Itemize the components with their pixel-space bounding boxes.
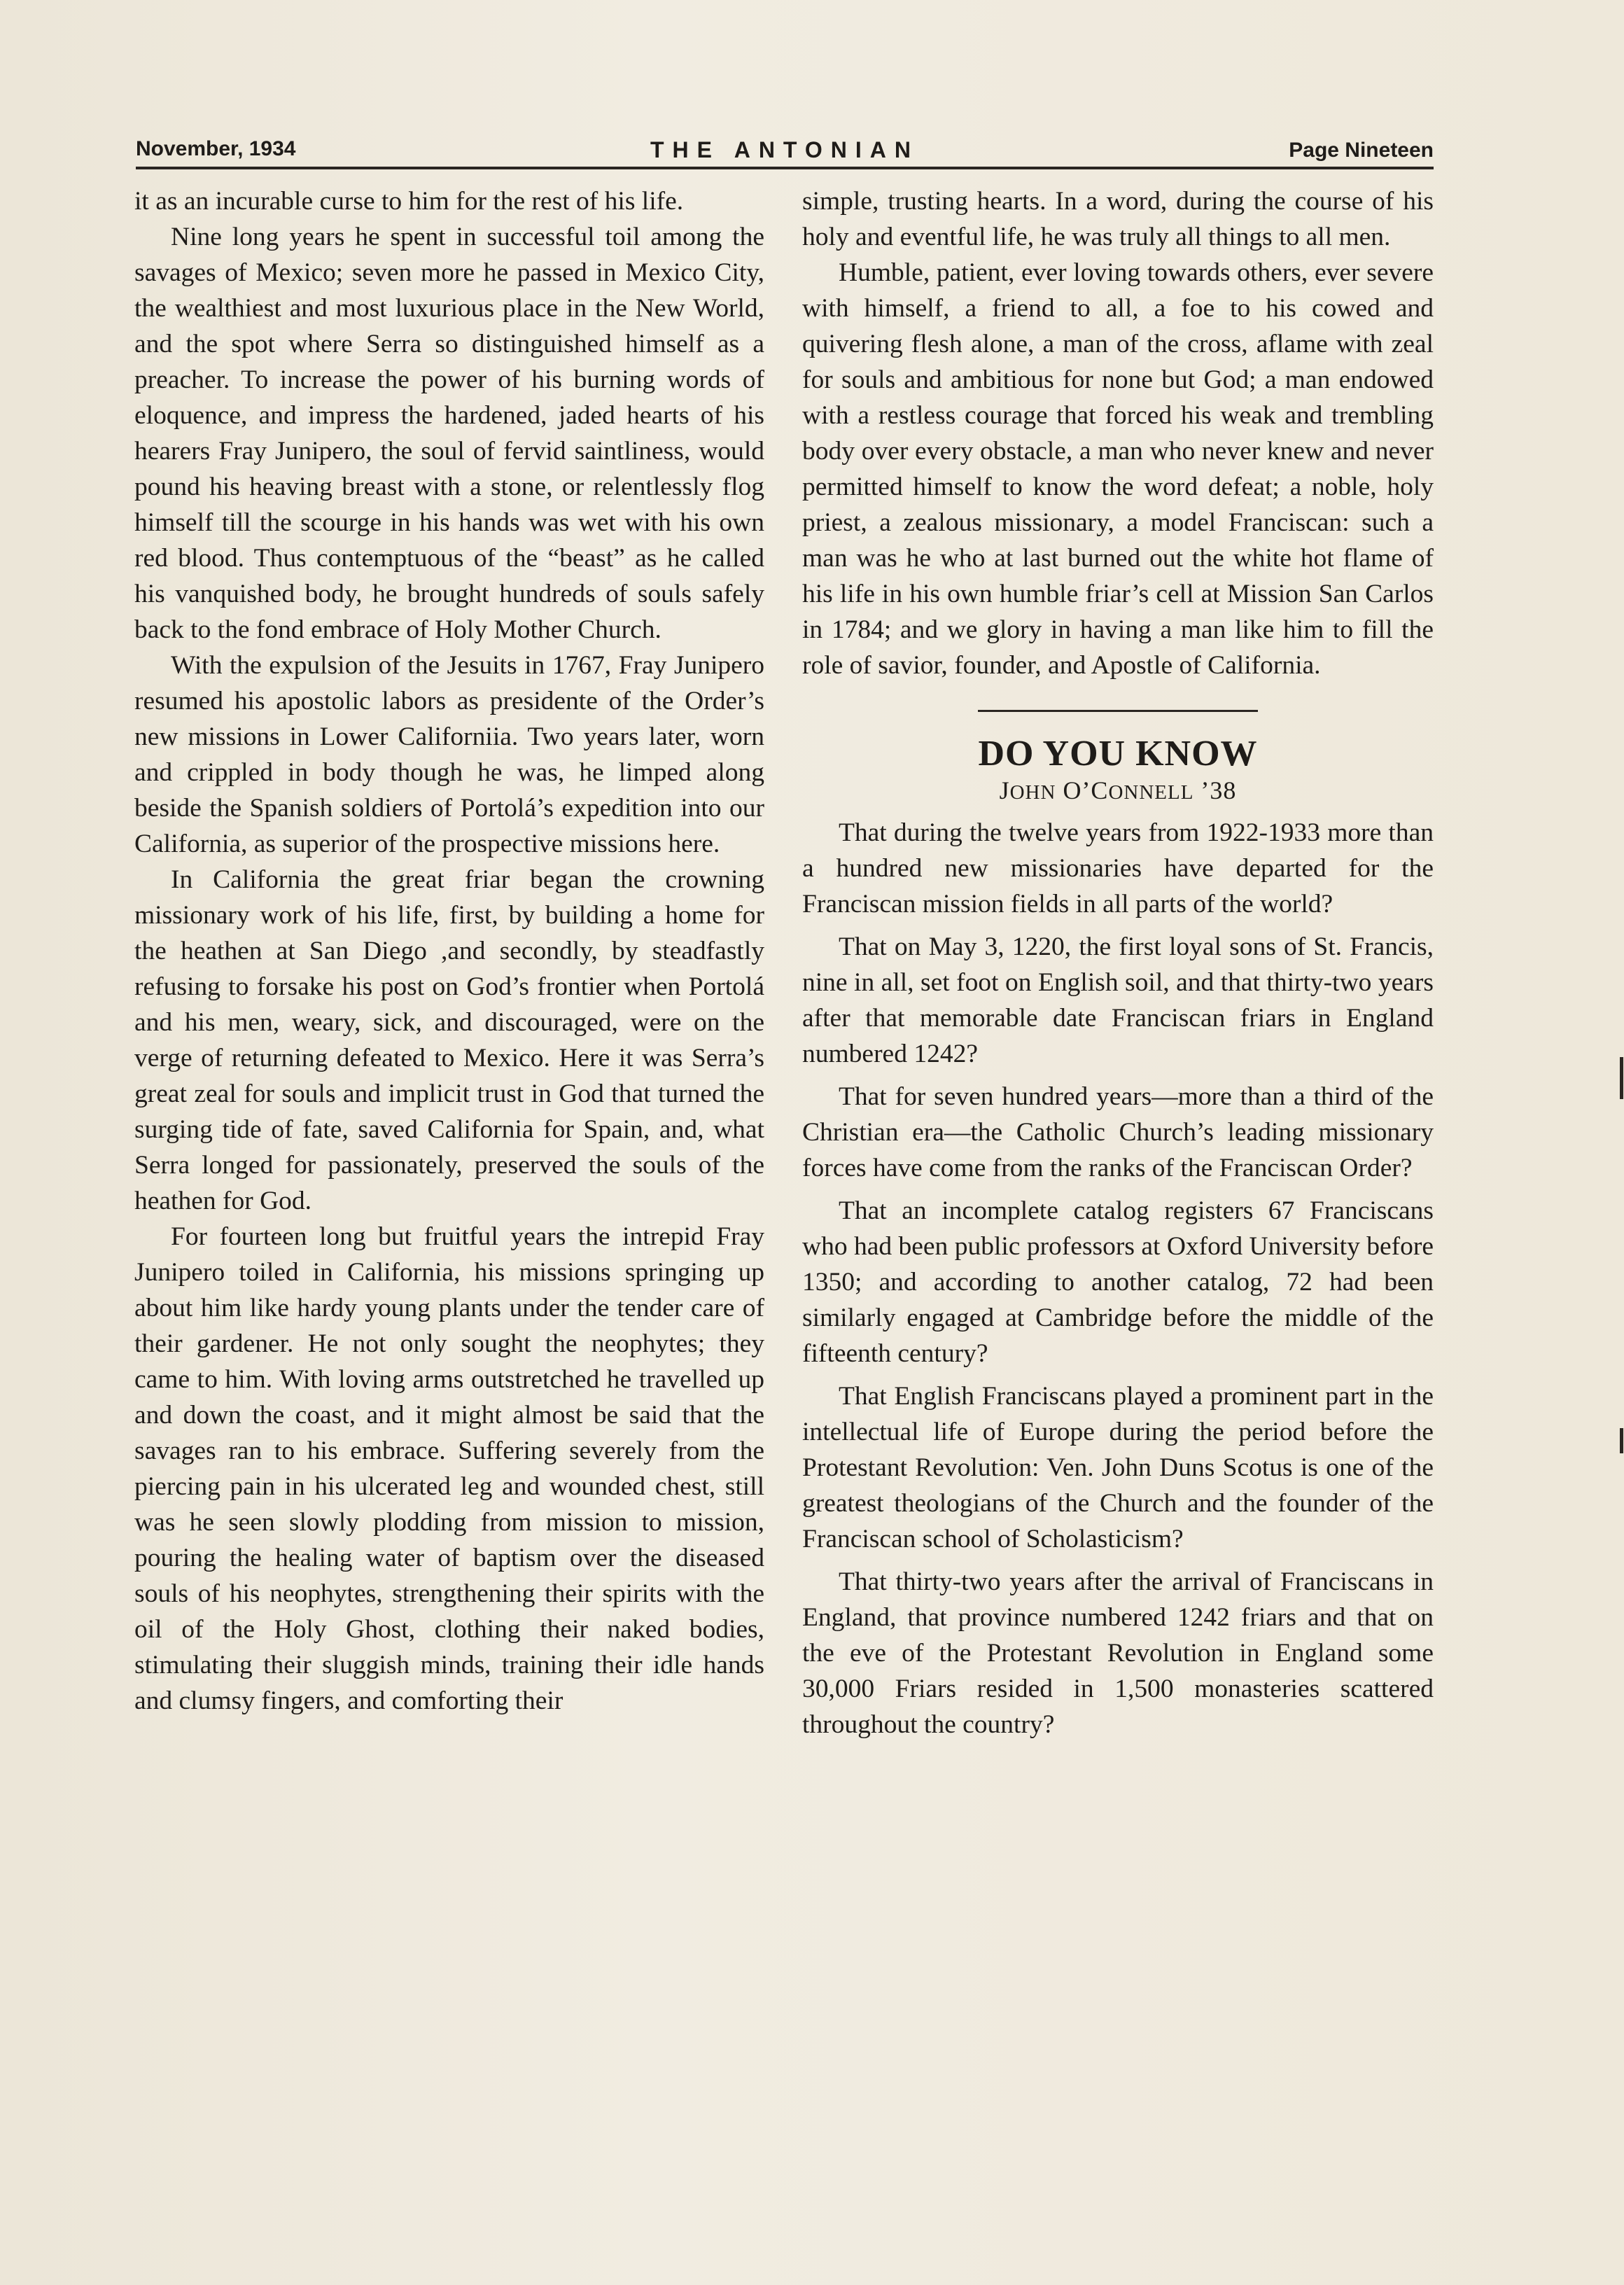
- section-title: DO YOU KNOW: [978, 734, 1258, 774]
- paragraph: Nine long years he spent in successful toil among the savages of Mexico; seven more he passed in Mexico City, the wealthiest and most luxurious place in the New World, and the spot where Serra so distinguished himself as a preacher. To increase the power of his burning words of eloquence, and impress the hardened, jaded hearts of his hearers Fray Junipero, the soul of fervid saintliness, would pound his heaving breast with a stone, or relentlessly flog himself till the scourge in his hands was wet with his own red blood. Thus contemptuous of the “beast” as he called his vanquished body, he brought hundreds of souls safely back to the fond embrace of Holy Mother Church.: [134, 223, 764, 644]
- question-paragraph: That English Franciscans played a prominent part in the intellectual life of Europe during the period before the Protestant Revolution: Ven. John Duns Scotus is one of the greatest theologians of the Church and the founder of the Franciscan school of Scholasticism?: [802, 1382, 1434, 1553]
- page-header: [136, 136, 1434, 169]
- byline-last-name: ONNELL: [1108, 781, 1194, 804]
- left-column: [134, 183, 764, 1719]
- author-byline: [802, 775, 1434, 808]
- paragraph: simple, trusting hearts. In a word, during the course of his holy and eventful life, he was truly all things to all men.: [802, 187, 1434, 251]
- question-paragraph: That an incomplete catalog registers 67 Franciscans who had been public professors at Oxford University before 1350; and according to another catalog, 72 had been similarly engaged at Cambridge before the middle of the fifteenth century?: [802, 1196, 1434, 1368]
- page-number: Page Nineteen: [1289, 139, 1434, 162]
- publication-title: THE ANTONIAN: [650, 137, 919, 162]
- paragraph: it as an incurable curse to him for the rest of his life.: [134, 187, 684, 216]
- byline-first-name: OHN: [1009, 781, 1056, 804]
- binding-mark: [1620, 1428, 1623, 1453]
- issue-date: November, 1934: [136, 137, 296, 160]
- question-paragraph: That on May 3, 1220, the first loyal sons of St. Francis, nine in all, set foot on English soil, and that thirty-two years after that memorable date Franciscan friars in England numbered 1242?: [802, 932, 1434, 1068]
- paragraph: For fourteen long but fruitful years the intrepid Fray Junipero toiled in California, his missions springing up about him like hardy young plants under the tender care of their gardener. He not only sought the neophytes; they came to him. With loving arms outstretched he travelled up and down the coast, and it might almost be said that the savages ran to his embrace. Suffering severely from the piercing pain in his ulcerated leg and wounded chest, still was he seen slowly plodding from mission to mission, pouring the healing water of baptism over the diseased souls of his neophytes, strengthening their spirits with the oil of the Holy Ghost, clothing their naked bodies, stimulating their sluggish minds, training their idle hands and clumsy fingers, and comforting their: [134, 1222, 764, 1715]
- question-paragraph: That for seven hundred years—more than a third of the Christian era—the Catholic Church’s leading missionary forces have come from the ranks of the Franciscan Order?: [802, 1082, 1434, 1182]
- paragraph: In California the great friar began the crowning missionary work of his life, first, by building a home for the heathen at San Diego ,and secondly, by steadfastly refusing to forsake his post on God’s frontier when Portolá and his men, weary, sick, and discouraged, were on the verge of returning defeated to Mexico. Here it was Serra’s great zeal for souls and implicit trust in God that turned the surging tide of fate, saved California for Spain, and, what Serra longed for passionately, preserved the souls of the heathen for God.: [134, 865, 764, 1215]
- section-divider: [978, 710, 1258, 712]
- byline-initial: J: [999, 776, 1010, 804]
- paragraph: Humble, patient, ever loving towards others, ever severe with himself, a friend to all, a foe to his cowed and quivering flesh alone, a man of the cross, aflame with zeal for souls and ambitious for none but God; a man endowed with a restless courage that forced his weak and trembling body over every obstacle, a man who never knew and never permitted himself to know the word defeat; a noble, holy priest, a zealous missionary, a model Franciscan: such a man was he who at last burned out the white hot flame of his life in his own humble friar’s cell at Mission San Carlos in 1784; and we glory in having a man like him to fill the role of savior, founder, and Apostle of California.: [802, 258, 1434, 680]
- right-column: [802, 183, 1434, 1742]
- question-paragraph: That during the twelve years from 1922-1933 more than a hundred new missionaries have departed for the Franciscan mission fields in all parts of the world?: [802, 818, 1434, 918]
- paragraph: With the expulsion of the Jesuits in 1767, Fray Junipero resumed his apostolic labors as presidente of the Order’s new missions in Lower Californiia. Two years later, worn and crippled in body though he was, he limped along beside the Spanish soldiers of Portolá’s expedition into our California, as superior of the prospective missions here.: [134, 651, 764, 858]
- byline-last-initial: O’C: [1063, 776, 1109, 804]
- byline-class-year: ’38: [1194, 776, 1237, 804]
- binding-mark: [1620, 1057, 1623, 1099]
- question-paragraph: That thirty-two years after the arrival of Franciscans in England, that province numbered 1242 friars and that on the eve of the Protestant Revolution in England some 30,000 Friars resided in 1,500 monasteries scattered throughout the country?: [802, 1567, 1434, 1739]
